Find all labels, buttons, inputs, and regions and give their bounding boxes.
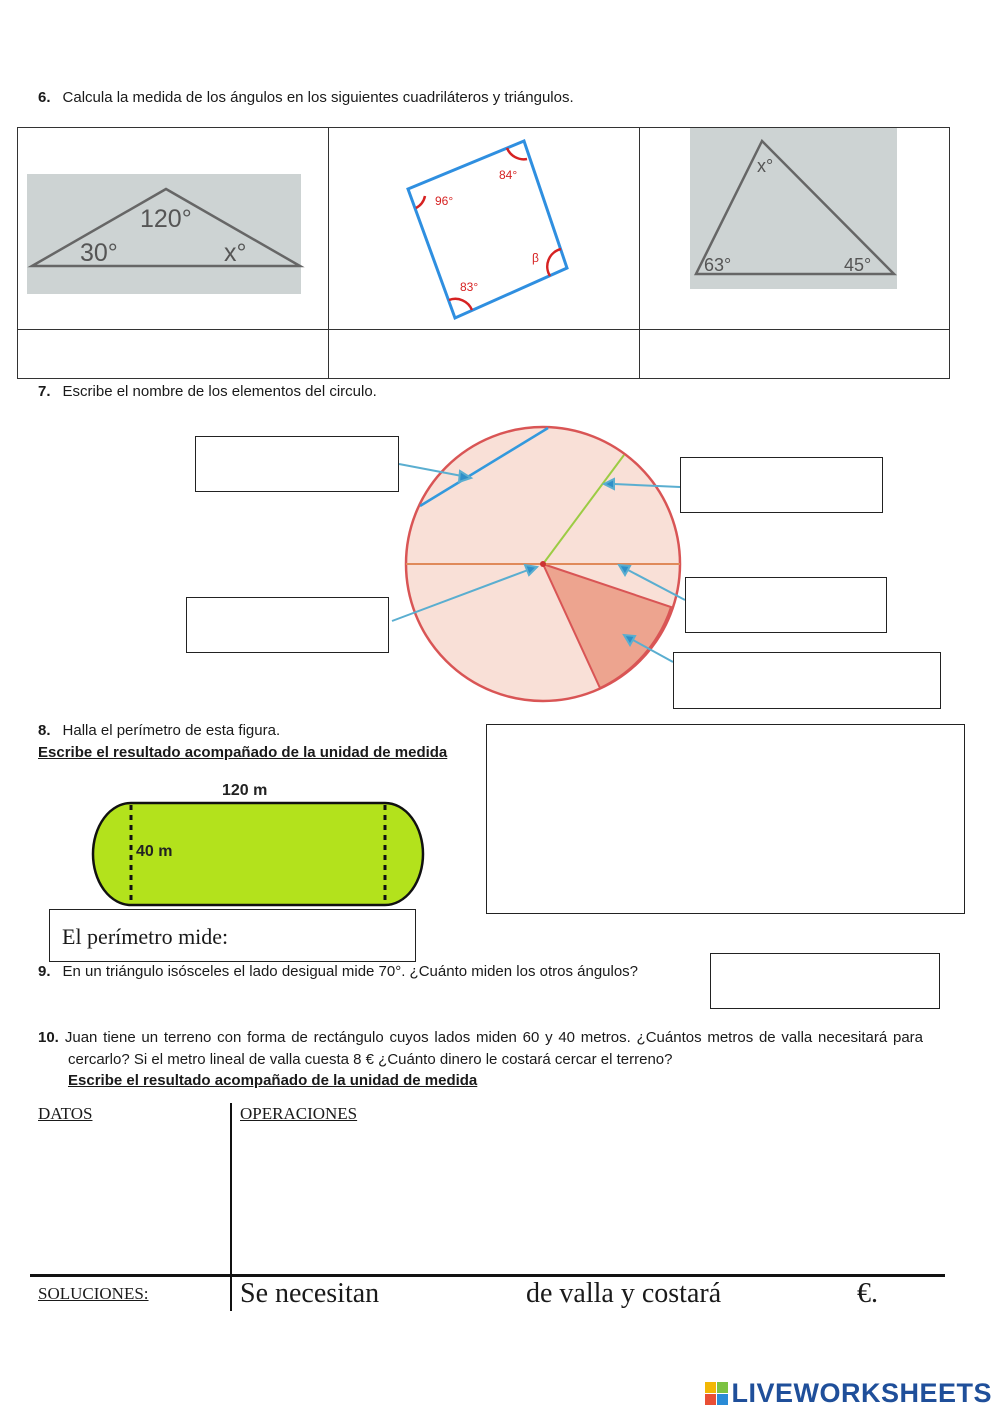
q10-sol-part2: de valla y costará	[526, 1278, 722, 1309]
q6-cell-fig1	[18, 128, 329, 330]
q10-datos-label: DATOS	[38, 1104, 93, 1123]
q9-answer-box[interactable]	[710, 953, 940, 1009]
fig3-angle-top: x°	[757, 156, 774, 176]
q7-answer-chord[interactable]	[195, 436, 399, 492]
q10-answer-coste[interactable]	[742, 1280, 850, 1312]
q10-horizontal-divider	[30, 1274, 945, 1277]
q10-operaciones-area[interactable]	[240, 1125, 940, 1270]
fig2-angle-d: 83°	[460, 280, 479, 294]
q7-answer-sector[interactable]	[673, 652, 941, 709]
q10-text-block	[38, 1027, 923, 1071]
liveworksheets-logo	[705, 1378, 992, 1409]
quadrilateral-figure	[329, 128, 639, 324]
fig2-quadrilateral	[408, 141, 567, 318]
q6-answer-2[interactable]	[329, 330, 640, 379]
q6-heading	[38, 88, 574, 108]
fig2-angle-a: 84°	[499, 168, 518, 182]
liveworksheets-logo-icon	[705, 1382, 729, 1406]
q10-datos-area[interactable]	[38, 1125, 223, 1270]
q10-answer-metros[interactable]	[398, 1280, 516, 1312]
q10-text: Juan tiene un terreno con forma de rectángulo cuyos lados miden 60 y 40 metros. ¿Cuántos metros de valla necesitará para cercarlo? Si el metro lineal de valla cuesta 8 € ¿Cuánto dinero le costará cercar el terreno?	[64, 1029, 923, 1068]
q7-text: Escribe el nombre de los elementos del circulo.	[62, 383, 377, 400]
q8-answer-box[interactable]	[49, 909, 416, 962]
q6-cell-fig2	[329, 128, 640, 330]
q7-number: 7.	[38, 383, 51, 400]
q6-answer-3[interactable]	[640, 330, 950, 379]
q10-soluciones-label: SOLUCIONES:	[38, 1284, 149, 1303]
q6-number: 6.	[38, 89, 51, 106]
q7-answer-radius[interactable]	[680, 457, 883, 513]
q8-answer-prompt: El perímetro mide:	[62, 924, 229, 949]
q6-table	[17, 127, 950, 379]
q8-text: Halla el perímetro de esta figura.	[62, 722, 281, 739]
q6-answer-1[interactable]	[18, 330, 329, 379]
fig2-angle-b: 96°	[435, 194, 454, 208]
triangle-figure-3	[640, 128, 949, 324]
fig1-angle-left: 30°	[80, 239, 118, 267]
fig1-angle-right: x°	[224, 239, 247, 267]
stadium-figure	[80, 775, 440, 910]
q9-heading	[38, 962, 638, 982]
q10-number: 10.	[38, 1029, 59, 1046]
circle-center	[540, 561, 546, 567]
fig1-angle-top: 120°	[140, 205, 192, 233]
fig2-angle-c: β	[532, 251, 539, 265]
fig2-arc-a	[507, 148, 527, 159]
q8-instruction: Escribe el resultado acompañado de la unidad de medida	[38, 744, 448, 761]
q10-operaciones-label: OPERACIONES	[240, 1104, 358, 1123]
q9-text: En un triángulo isósceles el lado desigual mide 70°. ¿Cuánto miden los otros ángulos?	[62, 963, 639, 980]
q8-heading	[38, 721, 280, 741]
fig3-angle-right: 45°	[844, 255, 872, 275]
triangle-figure-1	[18, 128, 328, 324]
q10-sol-part1: Se necesitan	[240, 1278, 380, 1309]
q10-sol-part3: €.	[857, 1278, 878, 1309]
fig3-angle-left: 63°	[704, 255, 732, 275]
q6-text: Calcula la medida de los ángulos en los siguientes cuadriláteros y triángulos.	[62, 89, 574, 106]
q9-number: 9.	[38, 963, 51, 980]
q10-vertical-divider	[230, 1103, 232, 1311]
fig1-background	[27, 174, 301, 294]
q6-cell-fig3	[640, 128, 950, 330]
stadium-width-label: 40 m	[136, 843, 173, 860]
q10-instruction: Escribe el resultado acompañado de la unidad de medida	[68, 1072, 478, 1089]
liveworksheets-logo-text: LIVEWORKSHEETS	[731, 1378, 992, 1408]
q8-number: 8.	[38, 722, 51, 739]
fig2-arc-b	[416, 196, 425, 208]
q7-answer-diameter[interactable]	[685, 577, 887, 633]
q7-heading	[38, 382, 377, 402]
q8-workspace[interactable]	[486, 724, 965, 914]
stadium-length-label: 120 m	[222, 782, 268, 799]
q7-answer-center[interactable]	[186, 597, 389, 653]
